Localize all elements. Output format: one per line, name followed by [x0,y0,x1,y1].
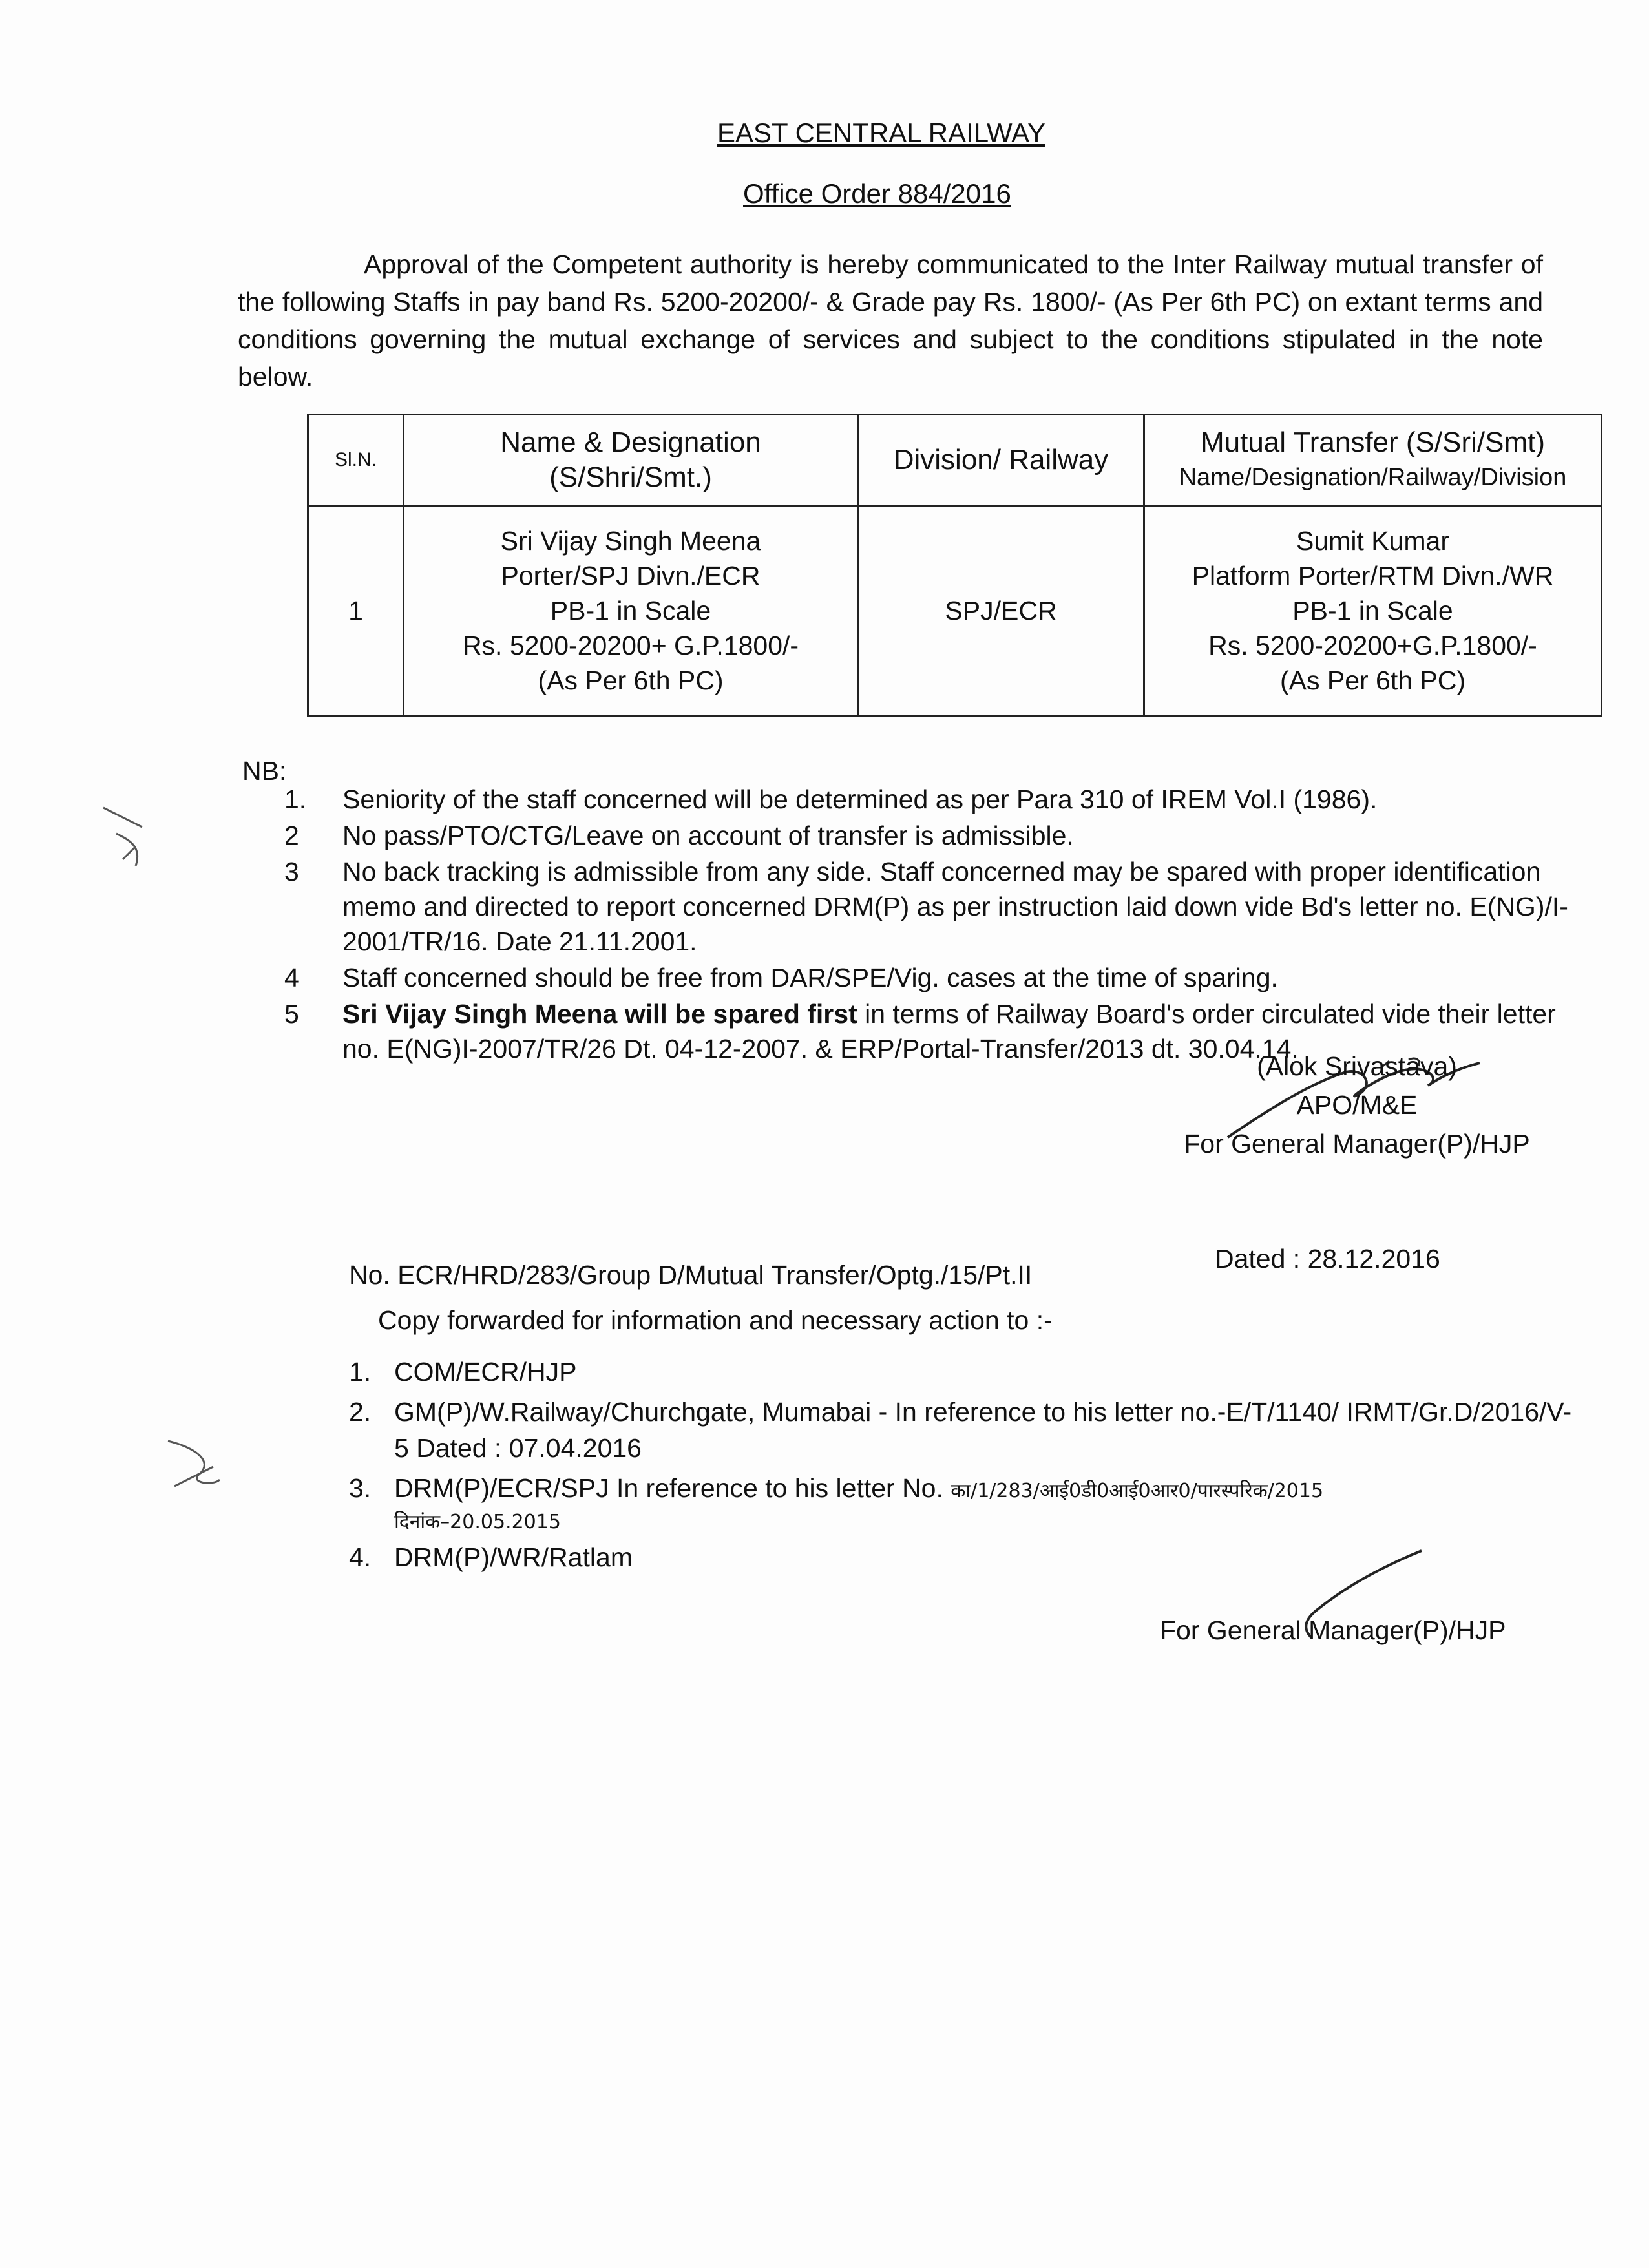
margin-scribble-mark [155,1428,233,1499]
header-sl: Sl.N. [308,415,404,506]
nb-item-text: No pass/PTO/CTG/Leave on account of transfer is admissible. [342,821,1074,850]
header-mutual-line2: Name/Designation/Railway/Division [1179,463,1567,491]
list-item [284,782,1577,817]
cell-mutual-line: (As Per 6th PC) [1279,666,1466,696]
intro-paragraph: Approval of the Competent authority is hereby communicated to the Inter Railway mutual transfer of the following Staffs in pay band Rs. 5200-20200/- & Grade pay Rs. 1800/- (As Per 6th PC) on extant terms and conditions governing the mutual exchange of services and subject to the conditions stipulated in the note below. [238,249,1543,392]
copy-item-number: 1. [349,1357,372,1387]
nb-item-number: 3 [284,857,299,887]
margin-scribble-mark [97,801,174,872]
nb-item-number: 2 [284,821,299,850]
list-item [349,1354,1577,1390]
copy-item-number: 4. [349,1542,372,1572]
reference-date: Dated : 28.12.2016 [1215,1244,1440,1274]
nb-item-number: 4 [284,963,299,992]
nb-item-text: No back tracking is admissible from any side. Staff concerned may be spared with proper identification memo and directed to report concerned DRM(P) as per instruction laid down vide Bd's letter no. E(NG)/I-2001/TR/16. Date 21.11.2001. [342,857,1568,956]
nb-item-text: Staff concerned should be free from DAR/SPE/Vig. cases at the time of sparing. [342,963,1278,992]
header-mutual [1144,415,1602,506]
header-name [404,415,858,506]
signature-block [1163,1047,1551,1163]
table-header-row [308,415,1602,506]
cell-name [404,505,858,716]
signatory-for-line: For General Manager(P)/HJP [1184,1129,1530,1159]
cell-mutual [1144,505,1602,716]
cell-name-line: Sri Vijay Singh Meena [500,526,761,556]
nb-label: NB: [242,756,287,786]
cell-mutual-line: Sumit Kumar [1296,526,1449,556]
hindi-date: दिनांक–20.05.2015 [394,1511,561,1533]
list-item [349,1470,1577,1535]
list-item [284,818,1577,853]
second-signatory-for-line: For General Manager(P)/HJP [1160,1615,1506,1645]
copy-item-body [394,1470,1323,1535]
reference-number: No. ECR/HRD/283/Group D/Mutual Transfer/Optg./15/Pt.II [349,1260,1033,1290]
list-item [284,960,1577,995]
copy-item-text: GM(P)/W.Railway/Churchgate, Mumabai - In reference to his letter no.-E/T/1140/ IRMT/Gr.D/2016/V-5 Dated : 07.04.2016 [394,1397,1572,1463]
hindi-reference: का/1/283/आई0डी0आई0आर0/पारस्परिक/2015 [951,1480,1324,1502]
copy-forwarded-label: Copy forwarded for information and necessary action to :- [378,1305,1053,1335]
cell-mutual-line: PB-1 in Scale [1292,596,1453,626]
list-item [349,1394,1577,1466]
copy-item-text: COM/ECR/HJP [394,1357,577,1387]
nb-list [284,782,1577,1067]
transfer-table [307,414,1602,717]
copy-item-text: DRM(P)/ECR/SPJ In reference to his letter No. [394,1473,943,1503]
nb-item-rest-text: in terms of Railway Board's order circulated vide their letter no. E(NG)I-2007/TR/26 Dt. 04-12-2007. & ERP/Portal-Transfer/2013 dt. 30.04.14. [342,999,1556,1064]
signatory-designation: APO/M&E [1296,1090,1418,1120]
header-division: Division/ Railway [858,415,1144,506]
signatory-name: (Alok Srivastava) [1257,1051,1457,1081]
cell-mutual-line: Rs. 5200-20200+G.P.1800/- [1208,631,1537,661]
nb-item-text: Seniority of the staff concerned will be determined as per Para 310 of IREM Vol.I (1986). [342,784,1378,814]
copy-item-number: 2. [349,1397,372,1427]
nb-item-number: 1. [284,784,307,814]
cell-name-line: Porter/SPJ Divn./ECR [501,561,761,591]
organization-title: EAST CENTRAL RAILWAY [717,118,1045,148]
cell-division: SPJ/ECR [858,505,1144,716]
nb-item-bold-text: Sri Vijay Singh Meena will be spared first [342,999,857,1029]
cell-name-line: Rs. 5200-20200+ G.P.1800/- [462,631,799,661]
header-mutual-line1: Mutual Transfer (S/Sri/Smt) [1200,426,1545,458]
header-name-line1: Name & Designation [500,426,761,458]
list-item [284,854,1577,959]
office-order-title: Office Order 884/2016 [743,178,1011,209]
cell-name-line: (As Per 6th PC) [538,666,724,696]
nb-item-number: 5 [284,999,299,1029]
cell-mutual-line: Platform Porter/RTM Divn./WR [1192,561,1554,591]
header-name-line2: (S/Shri/Smt.) [549,461,712,493]
cell-name-line: PB-1 in Scale [550,596,711,626]
table-row [308,505,1602,716]
copy-item-text: DRM(P)/WR/Ratlam [394,1542,633,1572]
copy-item-number: 3. [349,1473,372,1503]
cell-sl: 1 [308,505,404,716]
